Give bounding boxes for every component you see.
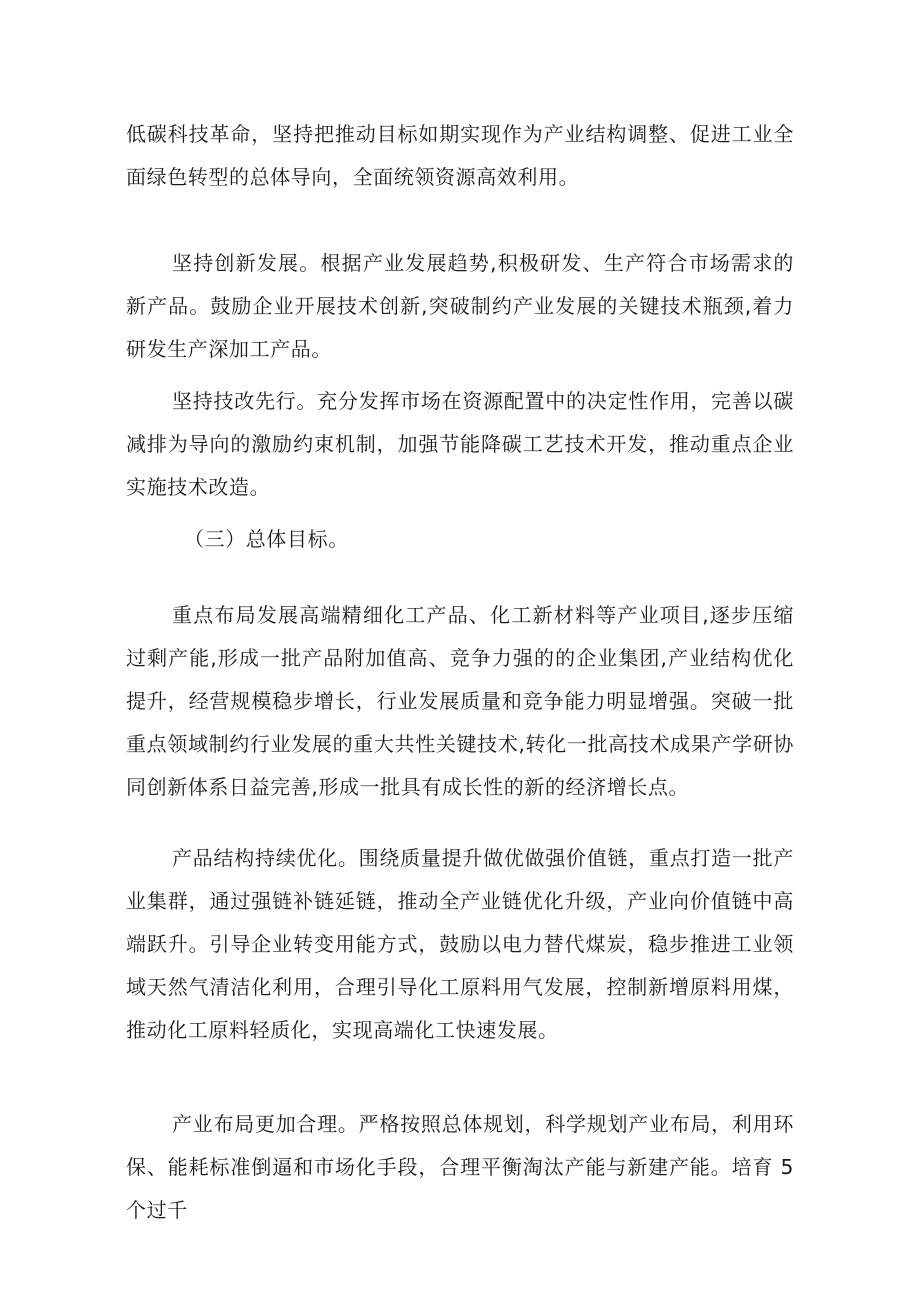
paragraph-product-structure: 产品结构持续优化。围绕质量提升做优做强价值链，重点打造一批产业集群，通过强链补链延链，推动全产业链优化升级，产业向价值链中高端跃升。引导企业转变用能方式，鼓励以电力替代煤炭，稳步推进工业领域天然气清洁化利用，合理引导化工原料用气发展，控制新增原料用煤，推动化工原料轻质化，实现高端化工快速发展。 xyxy=(126,846,794,1042)
paragraph-tech-upgrade: 坚持技改先行。充分发挥市场在资源配置中的决定性作用，完善以碳减排为导向的激励约束机制，加强节能降碳工艺技术开发，推动重点企业实施技术改造。 xyxy=(126,389,794,499)
paragraph-continuation: 低碳科技革命，坚持把推动目标如期实现作为产业结构调整、促进工业全面绿色转型的总体导向，全面统领资源高效利用。 xyxy=(126,122,794,189)
paragraph-innovation: 坚持创新发展。根据产业发展趋势,积极研发、生产符合市场需求的新产品。鼓励企业开展技术创新,突破制约产业发展的关键技术瓶颈,着力研发生产深加工产品。 xyxy=(126,251,794,361)
paragraph-layout-development: 重点布局发展高端精细化工产品、化工新材料等产业项目,逐步压缩过剩产能,形成一批产品附加值高、竞争力强的的企业集团,产业结构优化提升，经营规模稳步增长，行业发展质量和竞争能力明显增强。突破一批重点领域制约行业发展的重大共性关键技术,转化一批高技术成果产学研协同创新体系日益完善,形成一批具有成长性的新的经济增长点。 xyxy=(126,603,794,799)
section-heading-overall-goals: （三）总体目标。 xyxy=(184,527,349,551)
paragraph-industry-layout: 产业布局更加合理。严格按照总体规划，科学规划产业布局，利用环保、能耗标准倒逼和市场化手段，合理平衡淘汰产能与新建产能。培育 5 个过千 xyxy=(126,1112,794,1222)
